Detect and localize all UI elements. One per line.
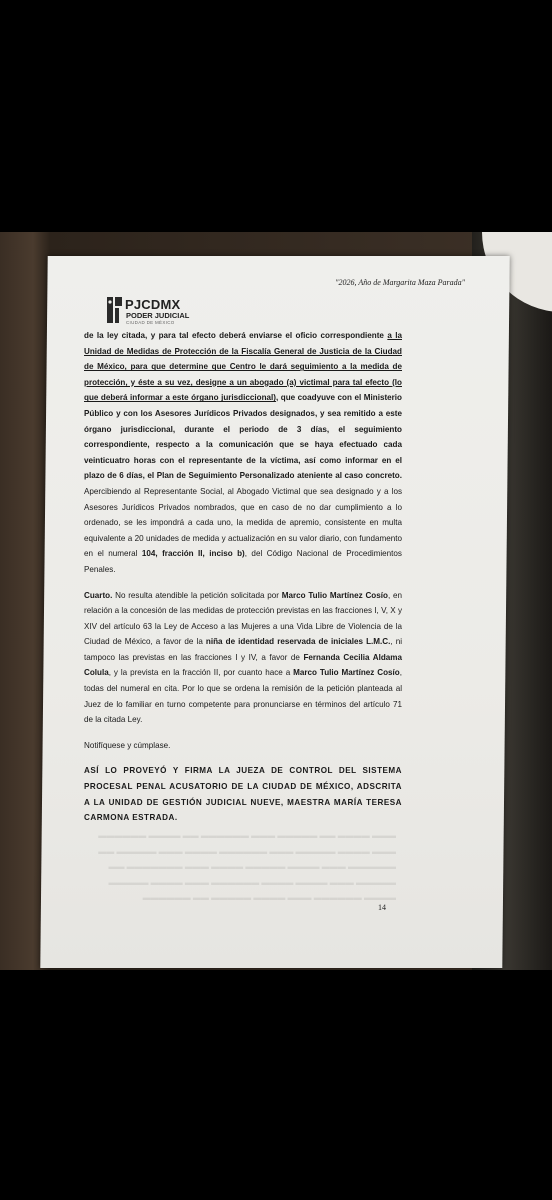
para1-text-2: , que coadyuve con el Ministerio Público y con los Asesores Jurídicos Privados designados, y sea remitido a este órgano jurisdiccional, durante el periodo de 3 días, el seguimiento correspondiente, respecto a la comunicación que se haya efectuado cada veinticuatro horas con el representante de la víctima, así como informar en el plazo de 6 días, el Plan de Seguimiento Personalizado ateniente al caso concreto. <box>84 393 402 481</box>
logo-city: CIUDAD DE MÉXICO <box>126 320 175 325</box>
paragraph-continuation <box>84 328 402 578</box>
notify-line: Notifíquese y cúmplase. <box>84 740 171 750</box>
para1-underlined: a la Unidad de Medidas de Protección de la Fiscalía General de Justicia de la Ciudad de México, para que determine que Centro le dará seguimiento a la medida de protección, y éste a su vez, designe a un abogado (a) victimal para tal efecto (lo que deberá informar a este órgano jurisdiccional) <box>84 331 402 403</box>
para1-text-4: , del Código Nacional de Procedimientos Penales. <box>84 549 402 574</box>
document-body <box>84 328 402 836</box>
para2-heading: Cuarto. <box>84 590 113 600</box>
para1-article: 104, fracción II, inciso b) <box>141 549 245 559</box>
para2-name-1: Marco Tulio Martínez Cosío <box>281 590 388 600</box>
para1-text-3: Apercibiendo al Representante Social, al Abogado Victimal que sea designado y a los Asesores Jurídicos Privados nombrados, que en caso de no dar cumplimiento a lo ordenado, se les impondrá a cada uno, la medida de apremio, consistente en multa equivalente a 20 unidades de medida y actualización en su valor diario, con fundamento en el numeral <box>84 486 402 559</box>
para2-text-3: , ni tampoco las previstas en las fracciones I y IV, a favor de <box>84 637 403 662</box>
para2-text-4: , y la prevista en la fracción II, por cuanto hace a <box>108 668 294 678</box>
para2-name-3: Marco Tulio Martínez Cosío <box>293 668 400 678</box>
pjcdmx-logo-icon <box>107 297 123 323</box>
header-motto: "2026, Año de Margarita Maza Parada" <box>335 278 465 287</box>
para2-text-2: , en relación a la concesión de las medidas de protección previstas en las fracciones I, V, X y XIV del artículo 63 la Ley de Acceso a las Mujeres a una Vida Libre de Violencia de la Ciudad de México, a favor de la <box>84 590 402 647</box>
pjcdmx-logo <box>107 296 217 328</box>
para2-text-5: , todas del numeral en cita. Por lo que se ordena la remisión de la petición planteada al Juez de lo familiar en turno competente para pronunciarse en términos del artículo 71 de la citada Ley. <box>84 668 402 725</box>
page-number: 14 <box>378 903 386 912</box>
para1-text-1: de la ley citada, y para tal efecto deberá enviarse el oficio correspondiente <box>84 331 388 340</box>
para2-minor: niña de identidad reservada de iniciales L.M.C. <box>205 637 391 647</box>
logo-title: PJCDMX <box>125 297 181 312</box>
reverse-side-bleed: ▬▬▬ ▬▬▬▬ ▬▬ ▬▬▬▬▬ ▬▬▬ ▬▬▬▬▬▬ ▬▬ ▬▬▬▬ ▬▬▬▬▬▬ ▬▬▬ ▬▬▬▬ ▬▬▬▬▬ ▬▬▬ ▬▬▬▬▬▬ ▬▬▬▬ ▬▬▬ ▬▬▬▬▬ ▬▬ ▬▬▬▬▬▬ ▬▬▬ ▬▬▬▬ ▬▬▬▬▬ ▬▬▬▬ ▬▬▬ ▬▬▬▬▬▬▬ ▬▬ ▬▬▬▬▬ ▬▬▬ ▬▬▬▬ ▬▬▬▬ ▬▬▬▬▬▬ ▬▬▬ ▬▬▬▬ ▬▬▬▬▬ ▬▬▬▬ ▬▬▬▬▬▬ ▬▬▬ ▬▬▬▬ ▬▬▬▬▬ ▬▬ ▬▬▬▬▬▬ <box>98 831 396 902</box>
logo-subtitle: PODER JUDICIAL <box>126 311 190 320</box>
para2-name-2: Fernanda Cecilia Aldama Colula <box>84 652 402 678</box>
closing-signature: ASÍ LO PROVEYÓ Y FIRMA LA JUEZA DE CONTROL DEL SISTEMA PROCESAL PENAL ACUSATORIO DE LA CIUDAD DE MÉXICO, ADSCRITA A LA UNIDAD DE GESTIÓN JUDICIAL NUEVE, MAESTRA MARÍA TERESA CARMONA ESTRADA. <box>84 766 402 823</box>
para2-text-1: No resulta atendible la petición solicitada por <box>112 590 282 600</box>
paragraph-cuarto <box>84 588 402 728</box>
